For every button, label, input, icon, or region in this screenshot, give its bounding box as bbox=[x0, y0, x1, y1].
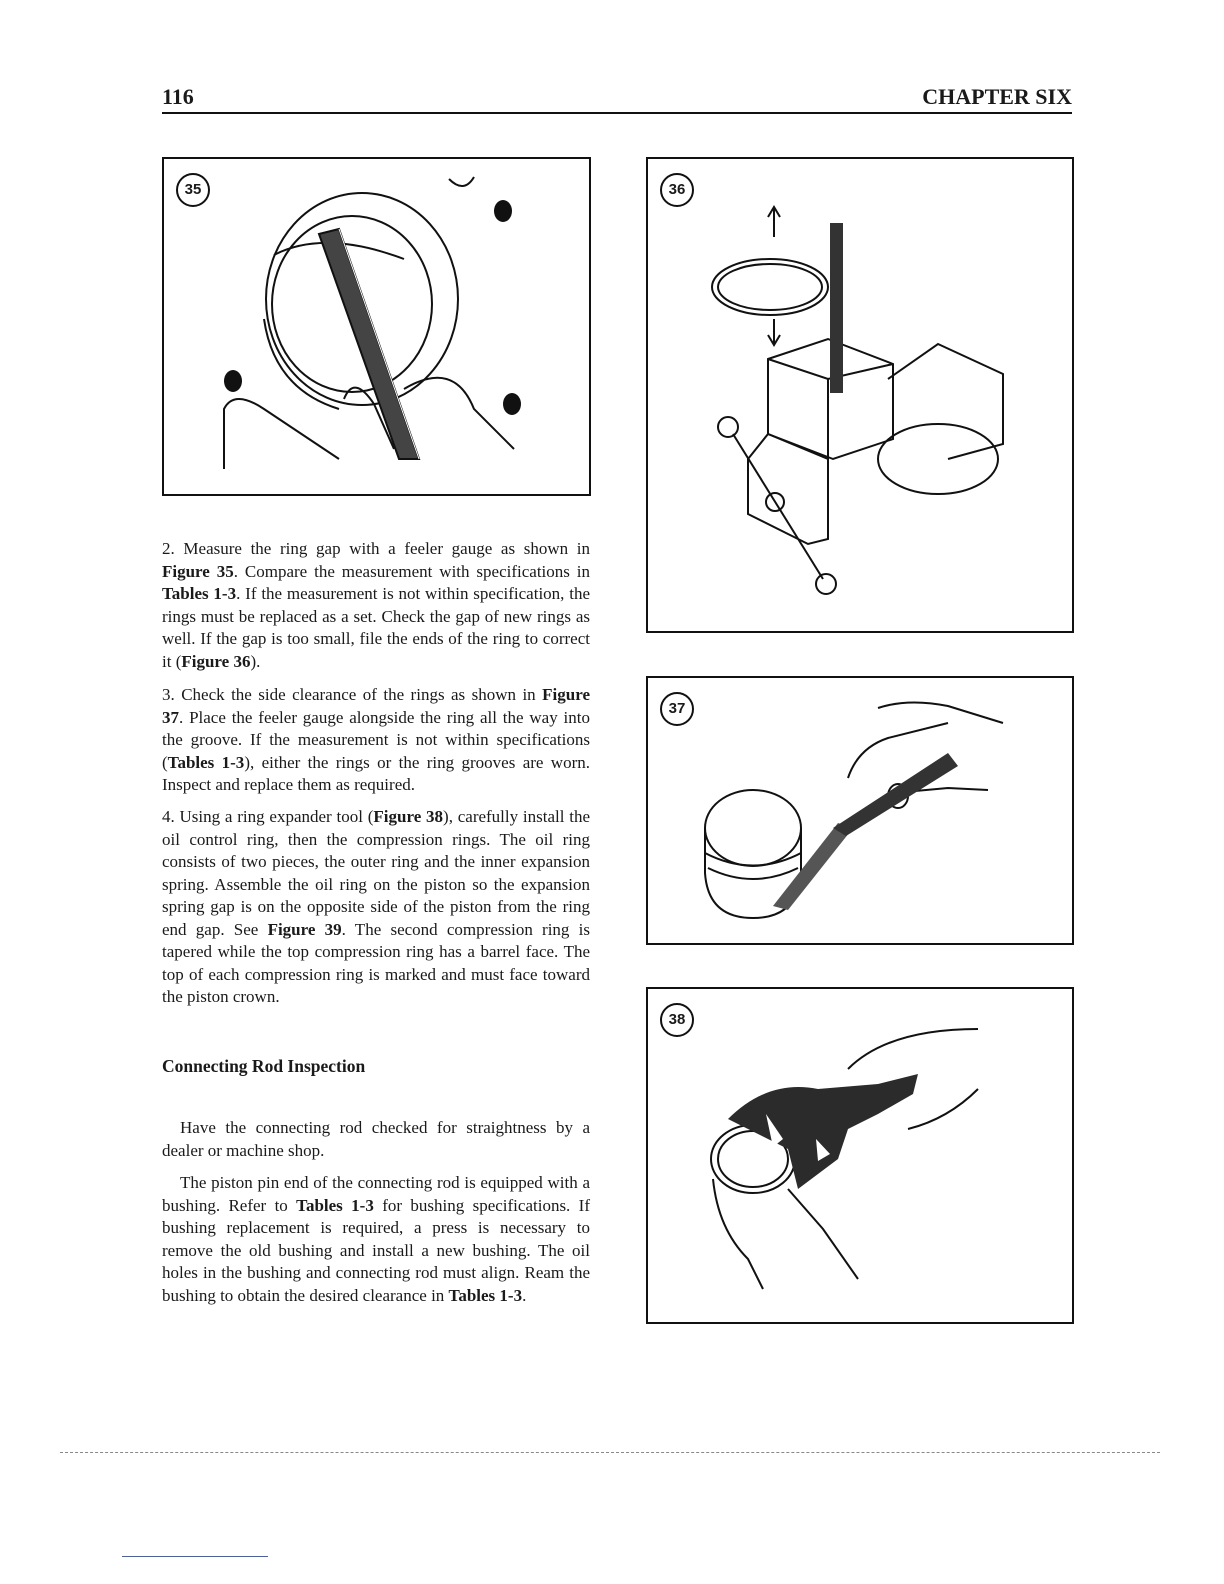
ref-tables-1-3: Tables 1-3 bbox=[448, 1285, 523, 1305]
footer-rule bbox=[60, 1452, 1160, 1453]
figure-38-number: 38 bbox=[660, 1003, 694, 1037]
ref-figure-38: Figure 38 bbox=[373, 807, 444, 826]
rod-paragraph-1: Have the connecting rod checked for straightness by a dealer or machine shop. bbox=[162, 1118, 590, 1160]
ring-expander-tool-illustration bbox=[648, 989, 1072, 1322]
figure-37 bbox=[646, 676, 1074, 945]
step-3-paragraph: 3. Check the side clearance of the rings as shown in Figure 37. Place the feeler gauge alongside the ring all the way into the groove. If the measurement is not within specifications (Tables 1-3), either the rings or the ring grooves are worn. Inspect and replace them as required. bbox=[162, 685, 590, 794]
page-number: 116 bbox=[162, 84, 194, 109]
ref-tables-1-3: Tables 1-3 bbox=[167, 752, 245, 772]
feeler-gauge-ring-gap-illustration bbox=[164, 159, 589, 494]
ref-tables-1-3: Tables 1-3 bbox=[296, 1195, 374, 1215]
rod-paragraph-2: The piston pin end of the connecting rod is equipped with a bushing. Refer to Tables 1-3 for bushing specifications. If bushing replacement is required, a press is necessary to remove the old bushing and install a new bushing. The oil holes in the bushing and connecting rod must align. Ream the bushing to obtain the desired clearance in Tables 1-3. bbox=[162, 1173, 590, 1305]
scan-mark bbox=[122, 1556, 268, 1557]
step-4-paragraph: 4. Using a ring expander tool (Figure 38), carefully install the oil control ring, then the compression rings. The oil ring consists of two pieces, the outer ring and the inner expansion spring. Assemble the oil ring on the piston so the expansion spring gap is on the opposite side of the piston from the ring end gap. See Figure 39. The second compression ring is tapered while the top compression ring has a barrel face. The top of each compression ring is marked and must face toward the piston crown. bbox=[162, 807, 591, 1006]
ref-figure-37: Figure 37 bbox=[162, 685, 590, 727]
figure-37-number: 37 bbox=[660, 692, 694, 726]
step-2-paragraph: 2. Measure the ring gap with a feeler gauge as shown in Figure 35. Compare the measurement with specifications in Tables 1-3. If the measurement is not within specification, the rings must be replaced as a set. Check the gap of new rings as well. If the gap is too small, file the ends of the ring to correct it (Figure 36). bbox=[162, 539, 590, 671]
ref-figure-36: Figure 36 bbox=[181, 651, 251, 671]
figure-35 bbox=[162, 157, 591, 496]
chapter-title: CHAPTER SIX bbox=[922, 84, 1072, 109]
figure-38 bbox=[646, 987, 1074, 1324]
figure-35-number: 35 bbox=[176, 173, 210, 207]
figure-36-number: 36 bbox=[660, 173, 694, 207]
page-header bbox=[162, 84, 1072, 114]
ref-figure-39: Figure 39 bbox=[267, 919, 342, 939]
section-heading: Connecting Rod Inspection bbox=[162, 1056, 366, 1076]
ref-figure-35: Figure 35 bbox=[162, 561, 234, 581]
ring-filing-vise-illustration bbox=[648, 159, 1072, 631]
ring-side-clearance-illustration bbox=[648, 678, 1072, 943]
figure-36 bbox=[646, 157, 1074, 633]
ref-tables-1-3: Tables 1-3 bbox=[162, 584, 237, 603]
